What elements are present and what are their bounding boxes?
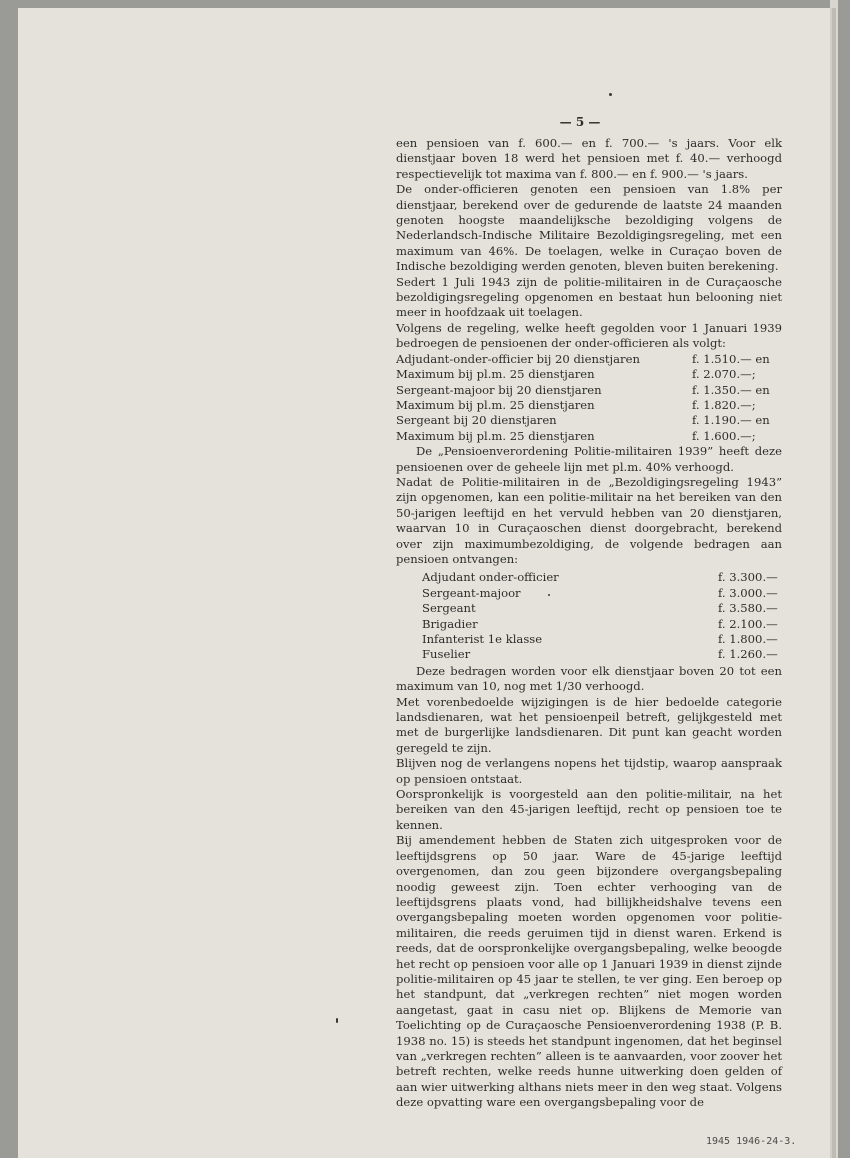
rank-label: Adjudant onder-officier	[422, 570, 559, 585]
table-row	[396, 647, 782, 662]
pension-amount: f. 1.600.—;	[692, 428, 756, 443]
paragraph: De onder-officieren genoten een pensioen van 1.8% per dienstjaar, berekend over de gedurende de laatste 24 maanden genoten hoogste maandelijksche bezoldiging volgens de Nederlandsch-Indische Militaire Bezoldigingsregeling, met een maximum van 46%. De toelagen, welke in Curaçao boven de Indische bezoldiging werden genoten, bleven buiten berekening.	[396, 182, 782, 274]
paper-edge	[830, 0, 838, 1158]
ink-speck	[609, 93, 612, 96]
table-row	[396, 398, 782, 413]
paragraph: Oorspronkelijk is voorgesteld aan den politie-militair, na het bereiken van den 45-jarigen leeftijd, recht op pensioen toe te kennen.	[396, 787, 782, 832]
table-row	[396, 586, 782, 601]
pension-amount: f. 1.510.— en	[692, 351, 770, 366]
pension-amount: f. 2.070.—;	[692, 367, 756, 382]
rank-label: Sergeant-majoor bij 20 dienstjaren	[396, 382, 602, 397]
pension-amount: f. 3.300.—	[718, 570, 778, 585]
pension-amount: f. 2.100.—	[718, 616, 778, 631]
table-row	[396, 601, 782, 616]
paragraph: Met vorenbedoelde wijzigingen is de hier bedoelde categorie landsdienaren, wat het pensioenpeil betreft, gelijkgesteld met met de burgerlijke landsdienaren. Dit punt kan geacht worden geregeld te zijn.	[396, 694, 782, 755]
table-row	[396, 352, 782, 367]
paragraph: Nadat de Politie-militairen in de „Bezoldigingsregeling 1943” zijn opgenomen, kan een politie-militair na het bereiken van den 50-jarigen leeftijd en het vervuld hebben van 20 dienstjaren, waarvan 10 in Curaçaoschen dienst doorgebracht, berekend over zijn maximumbezoldiging, de volgende bedragen aan pensioen ontvangen:	[396, 474, 782, 566]
paragraph: De „Pensioenverordening Politie-militairen 1939” heeft deze pensioenen over de geheele lijn met pl.m. 40% verhoogd.	[396, 444, 782, 474]
paragraph: Deze bedragen worden voor elk dienstjaar boven 20 tot een maximum van 10, nog met 1/30 verhoogd.	[396, 663, 782, 694]
rank-label: Brigadier	[422, 616, 478, 631]
intro-paragraph: een pensioen van f. 600.— en f. 700.— 's jaars. Voor elk dienstjaar boven 18 werd het pensioen met f. 40.— verhoogd respectievelijk tot maxima van f. 800.— en f. 900.— 's jaars.	[396, 136, 782, 181]
paragraph: Sedert 1 Juli 1943 zijn de politie-militairen in de Curaçaosche bezoldigingsregeling opgenomen en bestaat hun belooning niet meer in hoofdzaak uit toelagen.	[396, 274, 782, 320]
table-row	[396, 570, 782, 585]
table-row	[396, 383, 782, 398]
paragraph: Blijven nog de verlangens nopens het tijdstip, waarop aanspraak op pensioen ontstaat.	[396, 756, 782, 786]
rank-label: Maximum bij pl.m. 25 dienstjaren	[396, 367, 595, 382]
rank-label: Adjudant-onder-officier bij 20 dienstjaren	[396, 351, 640, 366]
pension-amount: f. 1.260.—	[718, 647, 778, 662]
rank-label: Infanterist 1e klasse	[422, 632, 543, 646]
document-body	[396, 136, 782, 1111]
pension-amount: f. 1.820.—;	[692, 397, 756, 412]
paragraph: Volgens de regeling, welke heeft gegolden voor 1 Januari 1939 bedroegen de pensioenen der onder-officieren als volgt:	[396, 320, 782, 351]
rank-label: Sergeant	[422, 601, 476, 616]
paragraph: Bij amendement hebben de Staten zich uitgesproken voor de leeftijdsgrens op 50 jaar. Ware de 45-jarige leeftijd overgenomen, dan zou geen bijzondere overgangsbepaling noodig geweest zijn. Toen echter verhooging van de leeftijdsgrens plaats vond, had billijkheidshalve tevens een overgangsbepaling moeten worden opgenomen voor politie-militairen, die reeds geruimen tijd in dienst waren. Erkend is reeds, dat de oorspronkelijke overgangsbepaling, welke beoogde het recht op pensioen voor alle op 1 Januari 1939 in dienst zijnde politie-militairen op 45 jaar te stellen, te ver ging. Een beroep op het standpunt, dat „verkregen rechten” niet mogen worden aangetast, gaat in casu niet op. Blijkens de Memorie van Toelichting op de Curaçaosche Pensioenverordening 1938 (P. B. 1938 no. 15) is steeds het standpunt ingenomen, dat het beginsel van „verkregen rechten” alleen is te aanvaarden, voor zoover het betreft rechten, welke reeds hunne uitwerking doen gelden of aan wier uitwerking althans niets meer in den weg staat. Volgens deze opvatting ware een overgangsbepaling voor de	[396, 833, 782, 1110]
pension-amount: f. 3.580.—	[718, 601, 778, 616]
pension-amount: f. 1.190.— en	[692, 413, 770, 428]
table-row	[396, 632, 782, 647]
pension-table-1943	[396, 570, 782, 662]
rank-label: Maximum bij pl.m. 25 dienstjaren	[396, 428, 595, 443]
table-row	[396, 617, 782, 632]
footer-code: 1945 1946-24-3.	[706, 1136, 797, 1147]
rank-label: Sergeant-majoor	[422, 585, 521, 600]
rank-label: Sergeant bij 20 dienstjaren	[396, 413, 557, 428]
table-row	[396, 413, 782, 428]
pension-amount: f. 1.350.— en	[692, 382, 770, 397]
ink-speck	[336, 1018, 338, 1023]
page-number: — 5 —	[559, 115, 601, 129]
rank-label: Fuselier	[422, 647, 471, 662]
pension-amount: f. 3.000.—	[718, 585, 778, 600]
table-row	[396, 367, 782, 382]
table-row	[396, 429, 782, 444]
rank-label: Maximum bij pl.m. 25 dienstjaren	[396, 397, 595, 412]
pension-table-1939	[396, 352, 782, 444]
pension-amount: f. 1.800.—	[718, 632, 778, 646]
